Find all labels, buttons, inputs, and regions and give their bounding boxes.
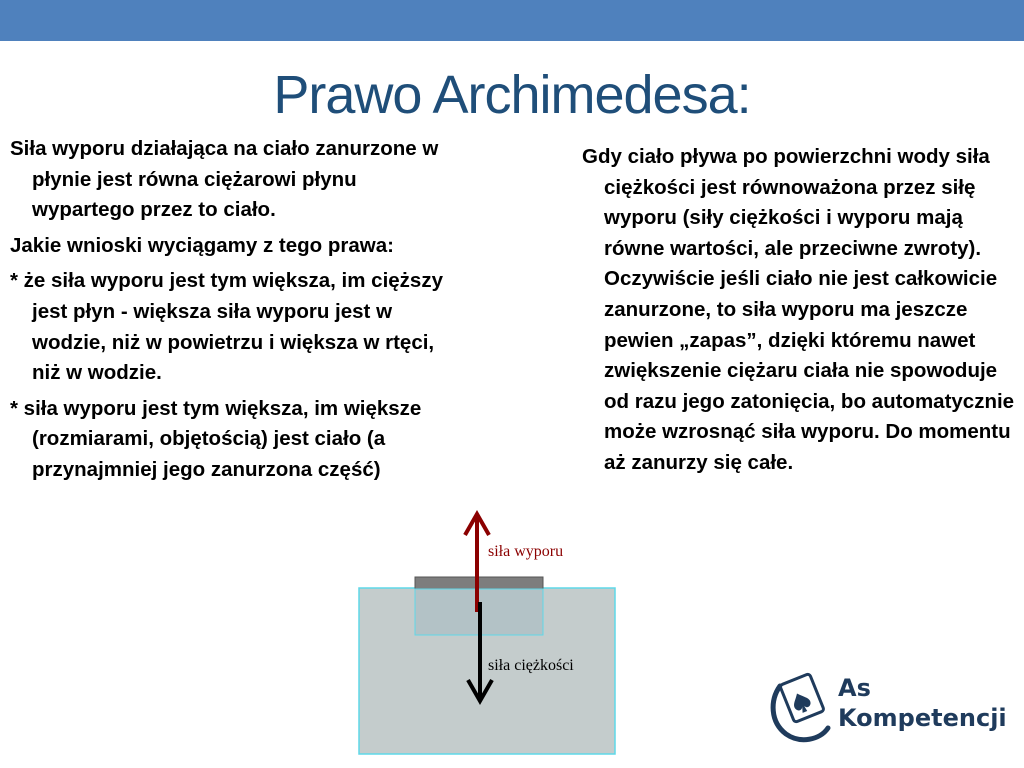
card-spade-icon [768,672,834,744]
right-text-column [582,142,1016,484]
paragraph-body-volume: * siła wyporu jest tym większa, im większe (rozmiarami, objętością) jest ciało (a przynajmniej jego zanurzona część) [10,396,422,481]
gravity-label: siła ciężkości [488,657,574,674]
buoyancy-diagram [355,505,620,760]
paragraph-archimedes-law: Siła wyporu działająca na ciało zanurzone w płynie jest równa ciężarowi płynu wypartego przez to ciało. [10,137,439,222]
paragraph-fluid-density: * że siła wyporu jest tym większa, im cięższy jest płyn - większa siła wyporu jest w wodzie, niż w powietrzu i większa w rtęci, niż w wodzie. [10,269,443,385]
buoyancy-label: siła wyporu [488,543,564,560]
header-bar [0,0,1024,41]
logo-text-kompetencji: Kompetencji [838,704,1007,732]
as-kompetencji-logo [768,672,1007,744]
left-text-column [10,134,450,491]
slide-title: Prawo Archimedesa: [273,65,751,125]
paragraph-conclusions-intro: Jakie wnioski wyciągamy z tego prawa: [10,233,394,257]
paragraph-floating-body: Gdy ciało pływa po powierzchni wody siła ciężkości jest równoważona przez siłę wyporu (siły ciężkości i wyporu mają równe wartości, ale przeciwne zwroty). Oczywiście jeśli ciało nie jest całkowicie zanurzone, to siła wyporu ma jeszcze pewien „zapas”, dzięki któremu nawet zwiększenie ciężaru ciała nie spowoduje od razu jego zatonięcia, bo automatycznie może wzrosnąć siła wyporu. Do momentu aż zanurzy się całe. [582,145,1015,474]
logo-text-as: As [838,674,871,702]
